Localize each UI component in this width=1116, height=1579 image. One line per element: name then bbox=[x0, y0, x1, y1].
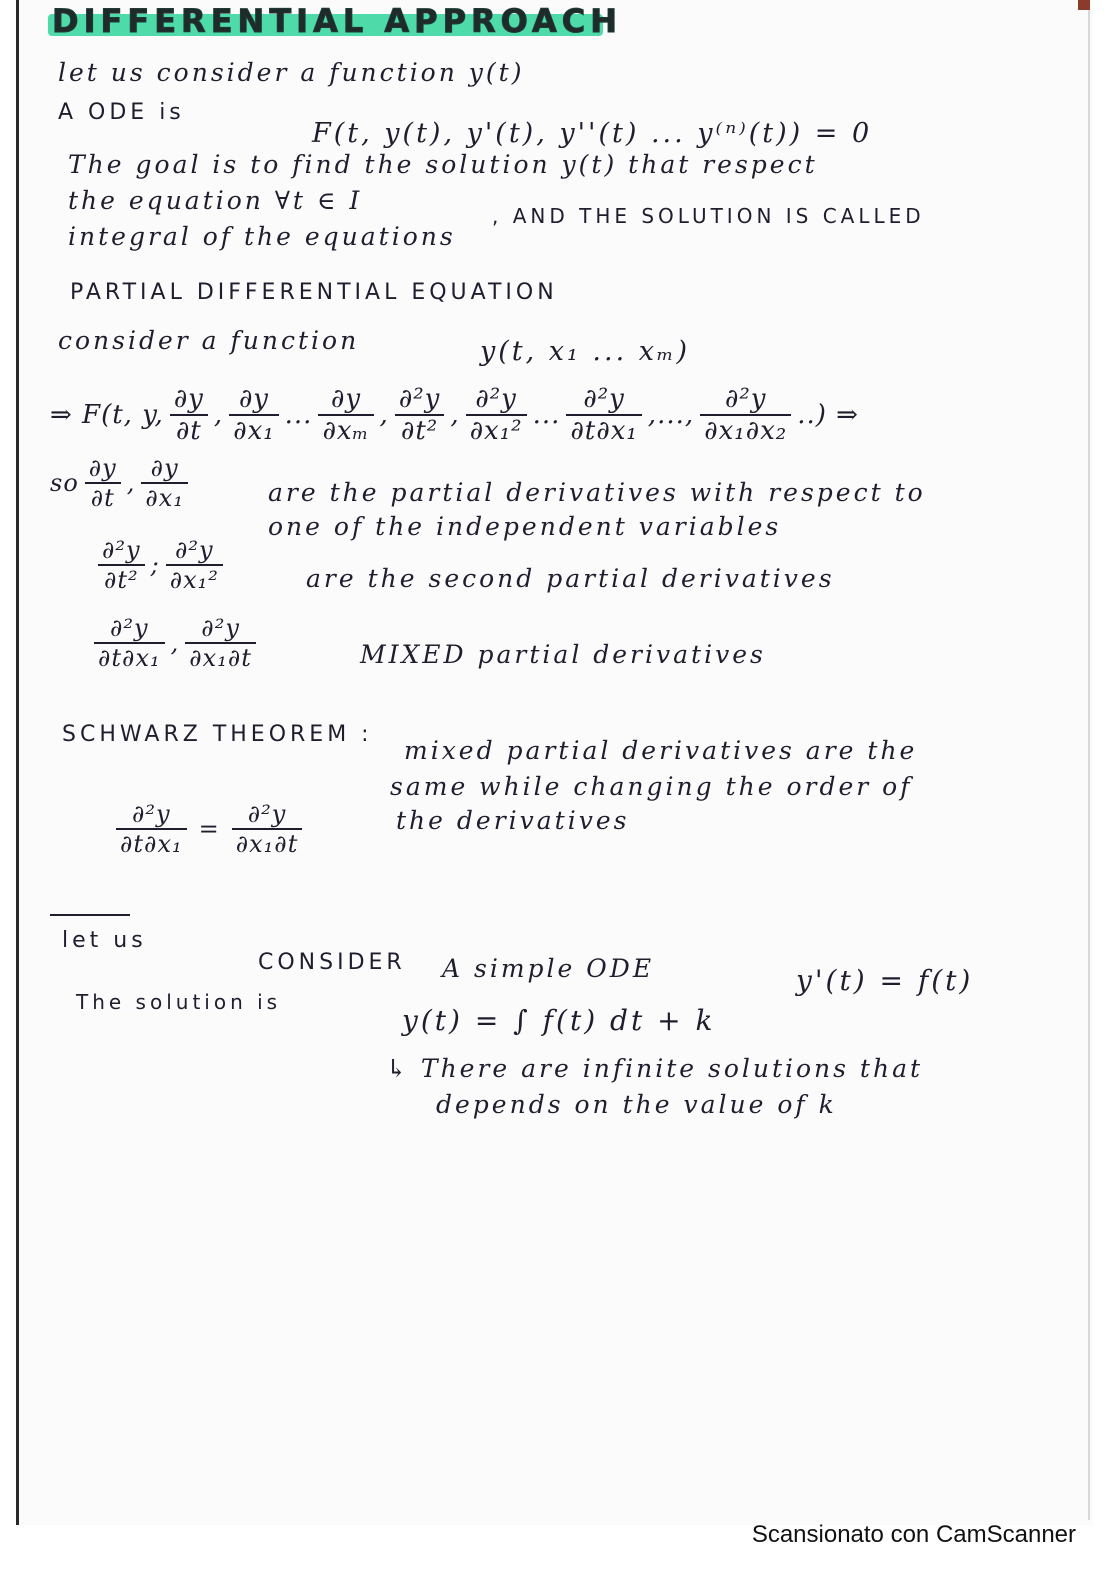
frac-d2y-dtdx1: $\frac{\text{∂²y}}{\text{∂t∂x₁}}$ bbox=[566, 384, 641, 446]
pde-f-prefix: ⇒ F(t, y, bbox=[50, 400, 164, 430]
frac-d2y-dt2: $\frac{\text{∂²y}}{\text{∂t²}}$ bbox=[98, 536, 145, 594]
line-integral: integral of the equations bbox=[68, 222, 456, 251]
frac-dy-dx1: $\frac{\partial y}{\text{∂x₁}}$ bbox=[141, 454, 188, 512]
ode-label: A ODE is bbox=[58, 100, 185, 125]
page-title: DIFFERENTIAL APPROACH bbox=[52, 2, 623, 40]
mixed-derivs-row: $\frac{\text{∂²y}}{\text{∂t∂x₁}}$ , $\frac{\text{∂²y}}{\text{∂x₁∂t}}$ bbox=[88, 614, 262, 672]
second-desc: are the second partial derivatives bbox=[306, 564, 835, 593]
line-consider: consider a function bbox=[58, 326, 360, 355]
frac-dy-dt: $\frac{\partial y}{\partial t}$ bbox=[170, 384, 208, 446]
frac-d2y-dtdx1: $\frac{\text{∂²y}}{\text{∂t∂x₁}}$ bbox=[94, 614, 165, 672]
schwarz-equality: $\frac{\text{∂²y}}{\text{∂t∂x₁}}$ = $\frac{\text{∂²y}}{\text{∂x₁∂t}}$ bbox=[110, 800, 308, 858]
so-label: so bbox=[50, 469, 79, 497]
frac-dy-dx1: $\frac{\partial y}{\text{∂x₁}}$ bbox=[229, 384, 279, 446]
let-us: let us bbox=[62, 928, 147, 953]
solution-equation: y(t) = ∫ f(t) dt + k bbox=[402, 1004, 716, 1037]
schwarz-desc1: mixed partial derivatives are the bbox=[404, 736, 918, 765]
partial-derivs-row: so $\frac{\partial y}{\partial t}$ , $\frac{\partial y}{\text{∂x₁}}$ bbox=[50, 454, 194, 512]
schwarz-label: SCHWARZ THEOREM : bbox=[62, 722, 373, 747]
frac-d2y-dx12: $\frac{\text{∂²y}}{\text{∂x₁²}}$ bbox=[466, 384, 527, 446]
second-derivs-row: $\frac{\text{∂²y}}{\text{∂t²}}$ ; $\frac{\text{∂²y}}{\text{∂x₁²}}$ bbox=[92, 536, 229, 594]
ellipsis: ... bbox=[284, 400, 313, 430]
ode-equation: F(t, y(t), y'(t), y''(t) ... y⁽ⁿ⁾(t)) = 0 bbox=[312, 118, 873, 149]
page-corner bbox=[1078, 0, 1090, 10]
the-solution-is: The solution is bbox=[76, 990, 282, 1014]
simple-ode-label: A simple ODE bbox=[442, 954, 655, 983]
line-function: let us consider a function y(t) bbox=[58, 58, 525, 87]
pde-close: ..) ⇒ bbox=[797, 400, 859, 430]
frac-d2y-dtdx1: $\frac{\text{∂²y}}{\text{∂t∂x₁}}$ bbox=[116, 800, 187, 858]
pde-general-form: ⇒ F(t, y, $\frac{\partial y}{\partial t}$ , $\frac{\partial y}{\text{∂x₁}}$ ... $\frac{\partial y}{\text{∂xₘ}}$ , $\frac{\text{∂²y}}{\text{∂t²}}$ , $\frac{\text{∂²y}}{\text{∂x₁²}}$ ... $\frac{\text{∂²y}}{\text{∂t∂x₁}}$ , ... , $\frac{\text{∂²y}}{\text{∂x₁∂x₂}}$ ..) ⇒ bbox=[50, 384, 859, 446]
partial-desc-line2: one of the independent variables bbox=[268, 512, 782, 541]
page-edge bbox=[1088, 0, 1090, 1520]
pde-heading: PARTIAL DIFFERENTIAL EQUATION bbox=[70, 280, 558, 305]
frac-d2y-dx1dt: $\frac{\text{∂²y}}{\text{∂x₁∂t}}$ bbox=[185, 614, 256, 672]
frac-dy-dt: $\frac{\partial y}{\partial t}$ bbox=[85, 454, 121, 512]
partial-desc-line1: are the partial derivatives with respect to bbox=[268, 478, 926, 507]
scanner-footer: Scansionato con CamScanner bbox=[751, 1521, 1076, 1548]
function-multi-var: y(t, x₁ ... xₘ) bbox=[480, 336, 691, 367]
frac-d2y-dt2: $\frac{\text{∂²y}}{\text{∂t²}}$ bbox=[395, 384, 445, 446]
frac-d2y-dx12: $\frac{\text{∂²y}}{\text{∂x₁²}}$ bbox=[166, 536, 223, 594]
infinite-solutions-1: ↳ There are infinite solutions that bbox=[386, 1054, 924, 1083]
ellipsis: ... bbox=[532, 400, 561, 430]
mixed-desc: MIXED partial derivatives bbox=[360, 640, 766, 669]
infinite-solutions-2: depends on the value of k bbox=[436, 1090, 837, 1119]
simple-ode-eq: y'(t) = f(t) bbox=[796, 964, 974, 997]
line-goal: The goal is to find the solution y(t) that respect bbox=[68, 150, 818, 179]
frac-d2y-dx1dx2: $\frac{\text{∂²y}}{\text{∂x₁∂x₂}}$ bbox=[700, 384, 791, 446]
consider-caps: CONSIDER bbox=[258, 950, 406, 975]
frac-d2y-dx1dt: $\frac{\text{∂²y}}{\text{∂x₁∂t}}$ bbox=[232, 800, 303, 858]
frac-dy-dxm: $\frac{\partial y}{\text{∂xₘ}}$ bbox=[318, 384, 373, 446]
line-solution-called: , AND THE SOLUTION IS CALLED bbox=[492, 204, 925, 228]
section-divider bbox=[50, 914, 130, 916]
line-equation-forall: the equation ∀t ∈ I bbox=[68, 186, 363, 215]
schwarz-desc2: same while changing the order of bbox=[390, 772, 913, 801]
ellipsis: ... bbox=[657, 400, 685, 430]
schwarz-desc3: the derivatives bbox=[396, 806, 630, 835]
